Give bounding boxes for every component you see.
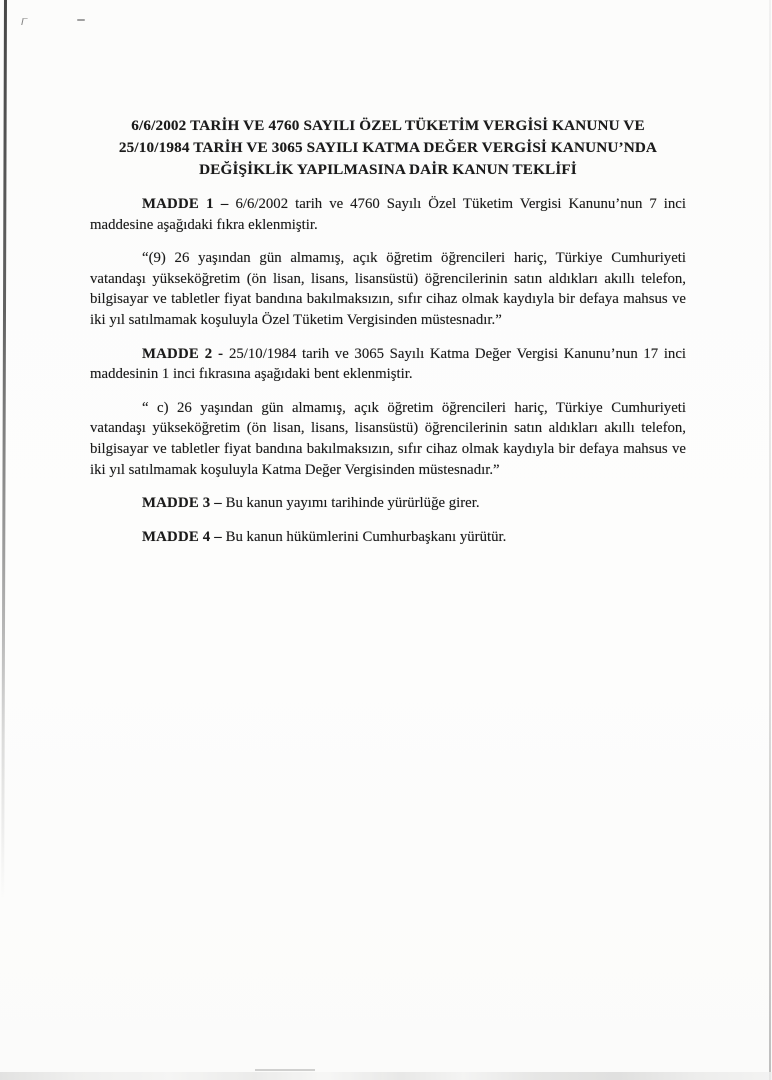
document-title (90, 115, 686, 181)
article-label: MADDE 3 – (142, 495, 222, 512)
title-line: 25/10/1984 TARİH VE 3065 SAYILI KATMA DEĞER VERGİSİ KANUNU’NDA (118, 139, 658, 156)
article-label: MADDE 1 – (142, 196, 229, 212)
document-content (90, 0, 686, 547)
article-text: “(9) 26 yaşından gün almamış, açık öğretim öğrencileri hariç, Türkiye Cumhuriyeti vatandaşı yükseköğretim (ön lisan, lisans, lisansüstü) öğrencilerinin satın aldıkları akıllı telefon, bilgisayar ve tabletler fiyat bandına bakılmaksızın, sıfır cihaz olmak kaydıyla bir defaya mahsus ve iki yıl satılmamak koşuluyla Özel Tüketim Vergisinden müstesnadır.” (90, 250, 686, 328)
article-text: 6/6/2002 tarih ve 4760 Sayılı Özel Tüketim Vergisi Kanunu’nun 7 inci maddesine aşağıdaki fıkra eklenmiştir. (90, 196, 686, 233)
article-text: Bu kanun yayımı tarihinde yürürlüğe girer. (225, 495, 480, 512)
scan-artifact-right-edge (769, 0, 771, 1080)
article-madde-2 (90, 344, 686, 385)
quoted-clause-9 (90, 248, 686, 330)
article-text: Bu kanun hükümlerini Cumhurbaşkanı yürütür. (225, 528, 507, 545)
article-label: MADDE 2 - (142, 345, 224, 362)
scan-speck (77, 19, 85, 21)
article-text: “ c) 26 yaşından gün almamış, açık öğretim öğrencileri hariç, Türkiye Cumhuriyeti vatandaşı yükseköğretim (ön lisan, lisans, lisansüstü) öğrencilerinin satın aldıkları akıllı telefon, bilgisayar ve tabletler fiyat bandına bakılmaksızın, sıfır cihaz olmak kaydıyla bir defaya mahsus ve iki yıl satılmamak koşuluyla Katma Değer Vergisinden müstesnadır.” (90, 399, 686, 478)
scan-artifact-left-edge (1, 0, 6, 899)
article-madde-1 (90, 194, 686, 235)
quoted-clause-c (90, 398, 686, 480)
article-text: 25/10/1984 tarih ve 3065 Sayılı Katma Değer Vergisi Kanunu’nun 17 inci maddesinin 1 inci fıkrasına aşağıdaki bent eklenmiştir. (90, 345, 687, 383)
title-line: DEĞİŞİKLİK YAPILMASINA DAİR KANUN TEKLİFİ (199, 161, 577, 178)
article-madde-4 (90, 527, 686, 548)
scan-artifact-bottom-band (0, 1072, 772, 1080)
article-label: MADDE 4 – (142, 528, 222, 545)
article-madde-3 (90, 493, 686, 514)
title-line: 6/6/2002 TARİH VE 4760 SAYILI ÖZEL TÜKETİM VERGİSİ KANUNU VE (131, 117, 645, 134)
scan-speck (21, 18, 27, 25)
